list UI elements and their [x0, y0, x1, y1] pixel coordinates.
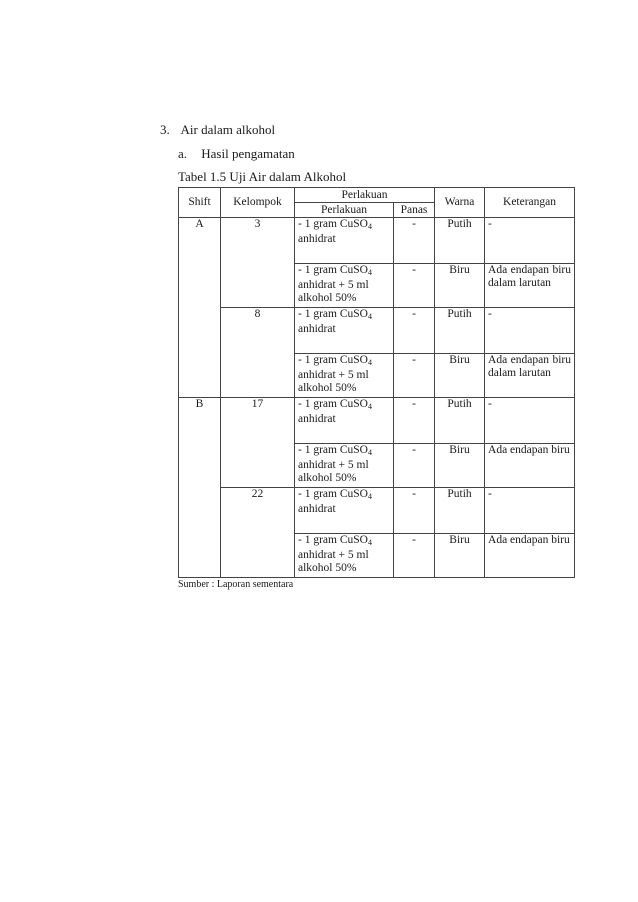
cell-panas: -	[394, 444, 435, 488]
header-perlakuan: Perlakuan	[295, 203, 394, 218]
cell-perlakuan: - 1 gram CuSO$_4$ anhidrat + 5 ml alkohol 50%	[295, 534, 394, 578]
cell-shift: B	[179, 398, 221, 578]
cell-keterangan: Ada endapan biru	[485, 444, 575, 488]
cell-warna: Biru	[435, 444, 485, 488]
header-perlakuan-group: Perlakuan	[295, 188, 435, 203]
cell-warna: Biru	[435, 354, 485, 398]
cell-warna: Biru	[435, 264, 485, 308]
table-row	[179, 308, 575, 354]
cell-kelompok: 8	[221, 308, 295, 398]
cell-keterangan: -	[485, 488, 575, 534]
cell-keterangan: Ada endapan biru	[485, 534, 575, 578]
subsection-number: a.	[178, 146, 188, 161]
cell-perlakuan: - 1 gram CuSO$_4$ anhidrat	[295, 398, 394, 444]
cell-warna: Putih	[435, 218, 485, 264]
cell-panas: -	[394, 354, 435, 398]
cell-kelompok: 17	[221, 398, 295, 488]
cell-panas: -	[394, 264, 435, 308]
cell-shift: A	[179, 218, 221, 398]
subsection-heading	[178, 146, 295, 162]
cell-perlakuan: - 1 gram CuSO$_4$ anhidrat + 5 ml alkohol 50%	[295, 264, 394, 308]
header-row	[179, 188, 575, 203]
subsection-title: Hasil pengamatan	[201, 146, 295, 161]
table-row	[179, 218, 575, 264]
cell-keterangan: -	[485, 218, 575, 264]
section-number: 3.	[160, 122, 170, 137]
cell-panas: -	[394, 398, 435, 444]
cell-perlakuan: - 1 gram CuSO$_4$ anhidrat	[295, 218, 394, 264]
header-warna: Warna	[435, 188, 485, 218]
cell-panas: -	[394, 534, 435, 578]
cell-perlakuan: - 1 gram CuSO$_4$ anhidrat	[295, 308, 394, 354]
cell-keterangan: Ada endapan biru dalam larutan	[485, 264, 575, 308]
cell-kelompok: 3	[221, 218, 295, 308]
observation-table	[178, 187, 575, 578]
cell-perlakuan: - 1 gram CuSO$_4$ anhidrat	[295, 488, 394, 534]
cell-panas: -	[394, 218, 435, 264]
table-row	[179, 398, 575, 444]
cell-keterangan: -	[485, 398, 575, 444]
table-source: Sumber : Laporan sementara	[178, 579, 294, 590]
section-heading	[160, 122, 275, 138]
cell-panas: -	[394, 308, 435, 354]
header-keterangan: Keterangan	[485, 188, 575, 218]
table-body	[179, 218, 575, 578]
table-row	[179, 488, 575, 534]
cell-keterangan: Ada endapan biru dalam larutan	[485, 354, 575, 398]
table-caption: Tabel 1.5 Uji Air dalam Alkohol	[178, 169, 347, 184]
cell-keterangan: -	[485, 308, 575, 354]
cell-perlakuan: - 1 gram CuSO$_4$ anhidrat + 5 ml alkohol 50%	[295, 444, 394, 488]
cell-kelompok: 22	[221, 488, 295, 578]
cell-warna: Putih	[435, 308, 485, 354]
header-kelompok: Kelompok	[221, 188, 295, 218]
cell-warna: Putih	[435, 398, 485, 444]
header-shift: Shift	[179, 188, 221, 218]
header-panas: Panas	[394, 203, 435, 218]
cell-warna: Putih	[435, 488, 485, 534]
cell-warna: Biru	[435, 534, 485, 578]
cell-perlakuan: - 1 gram CuSO$_4$ anhidrat + 5 ml alkohol 50%	[295, 354, 394, 398]
section-title: Air dalam alkohol	[180, 122, 276, 137]
cell-panas: -	[394, 488, 435, 534]
